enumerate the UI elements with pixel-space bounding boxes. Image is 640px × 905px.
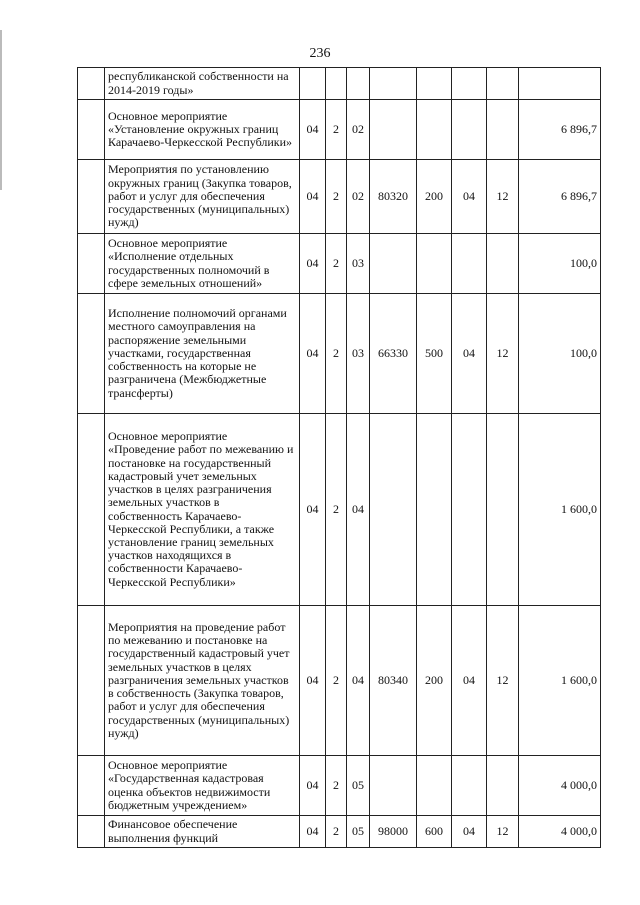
cell-c7 [487, 234, 519, 294]
cell-c4: 80320 [370, 160, 417, 234]
row-name: Исполнение полномочий органами местного самоуправления на распоряжение земельными участками, государственная собственность на которые не разграничена (Межбюджетные трансферты) [105, 294, 300, 414]
cell-c6: 04 [452, 294, 487, 414]
cell-c1: 04 [300, 816, 326, 848]
empty-cell [78, 100, 105, 160]
cell-c2: 2 [326, 756, 347, 816]
cell-c3: 05 [347, 756, 370, 816]
cell-c7 [487, 756, 519, 816]
empty-cell [78, 68, 105, 100]
cell-c7 [487, 100, 519, 160]
cell-c3: 03 [347, 294, 370, 414]
cell-c6 [452, 414, 487, 606]
table-row [78, 68, 601, 100]
empty-cell [78, 234, 105, 294]
cell-c2: 2 [326, 234, 347, 294]
cell-c4: 98000 [370, 816, 417, 848]
cell-c5: 200 [417, 160, 452, 234]
cell-c6: 04 [452, 606, 487, 756]
cell-c1: 04 [300, 100, 326, 160]
cell-c5 [417, 414, 452, 606]
empty-cell [78, 606, 105, 756]
cell-c7 [487, 414, 519, 606]
cell-c6 [452, 756, 487, 816]
table-row [78, 606, 601, 756]
cell-c6 [452, 234, 487, 294]
empty-cell [78, 160, 105, 234]
cell-sum: 1 600,0 [519, 414, 601, 606]
cell-c2: 2 [326, 294, 347, 414]
cell-c4 [370, 100, 417, 160]
cell-c5: 600 [417, 816, 452, 848]
cell-c5 [417, 68, 452, 100]
cell-c4 [370, 234, 417, 294]
cell-c7: 12 [487, 294, 519, 414]
cell-c1: 04 [300, 756, 326, 816]
row-name: Мероприятия по установлению окружных границ (Закупка товаров, работ и услуг для обеспечения государственных (муниципальных) нужд) [105, 160, 300, 234]
cell-c7: 12 [487, 606, 519, 756]
cell-c7: 12 [487, 816, 519, 848]
row-name: Основное мероприятие «Государственная кадастровая оценка объектов недвижимости бюджетным учреждением» [105, 756, 300, 816]
cell-c1: 04 [300, 234, 326, 294]
cell-c2 [326, 68, 347, 100]
cell-c2: 2 [326, 606, 347, 756]
cell-c4 [370, 68, 417, 100]
cell-c3: 02 [347, 160, 370, 234]
cell-c3: 04 [347, 414, 370, 606]
row-name: республиканской собственности на 2014-2019 годы» [105, 68, 300, 100]
cell-c1: 04 [300, 606, 326, 756]
cell-c3: 03 [347, 234, 370, 294]
cell-c6: 04 [452, 816, 487, 848]
cell-c2: 2 [326, 414, 347, 606]
cell-c1: 04 [300, 160, 326, 234]
cell-c1 [300, 68, 326, 100]
table-row [78, 234, 601, 294]
cell-c4: 80340 [370, 606, 417, 756]
row-name: Финансовое обеспечение выполнения функций [105, 816, 300, 848]
cell-c7: 12 [487, 160, 519, 234]
cell-c7 [487, 68, 519, 100]
cell-c1: 04 [300, 414, 326, 606]
empty-cell [78, 414, 105, 606]
row-name: Основное мероприятие «Исполнение отдельных государственных полномочий в сфере земельных отношений» [105, 234, 300, 294]
cell-c4: 66330 [370, 294, 417, 414]
cell-sum: 1 600,0 [519, 606, 601, 756]
cell-sum [519, 68, 601, 100]
table-row [78, 100, 601, 160]
empty-cell [78, 756, 105, 816]
cell-c2: 2 [326, 100, 347, 160]
row-name: Основное мероприятие «Проведение работ по межеванию и постановке на государственный кадастровый учет земельных участков в целях разграничения земельных участков в собственность Карачаево-Черкесской Республики, а также установление границ земельных участков находящихся в собственности Карачаево-Черкесской Республики» [105, 414, 300, 606]
cell-c5 [417, 756, 452, 816]
table-row [78, 294, 601, 414]
cell-c2: 2 [326, 160, 347, 234]
table-row [78, 414, 601, 606]
row-name: Мероприятия на проведение работ по межеванию и постановке на государственный кадастровый учет земельных участков в целях разграничения земельных участков в собственность (Закупка товаров, работ и услуг для обеспечения государственных (муниципальных) нужд) [105, 606, 300, 756]
cell-c5 [417, 100, 452, 160]
cell-sum: 100,0 [519, 294, 601, 414]
cell-c6: 04 [452, 160, 487, 234]
cell-sum: 100,0 [519, 234, 601, 294]
row-name: Основное мероприятие «Установление окружных границ Карачаево-Черкесской Республики» [105, 100, 300, 160]
cell-c3 [347, 68, 370, 100]
cell-c1: 04 [300, 294, 326, 414]
cell-c3: 04 [347, 606, 370, 756]
cell-c6 [452, 68, 487, 100]
cell-sum: 6 896,7 [519, 160, 601, 234]
cell-c4 [370, 756, 417, 816]
cell-c5: 500 [417, 294, 452, 414]
table-row [78, 756, 601, 816]
cell-sum: 4 000,0 [519, 816, 601, 848]
table-row [78, 160, 601, 234]
table-row [78, 816, 601, 848]
page-number: 236 [309, 46, 331, 61]
cell-c5 [417, 234, 452, 294]
cell-c5: 200 [417, 606, 452, 756]
budget-table [77, 67, 601, 848]
cell-c3: 05 [347, 816, 370, 848]
cell-c3: 02 [347, 100, 370, 160]
cell-c2: 2 [326, 816, 347, 848]
empty-cell [78, 816, 105, 848]
cell-sum: 4 000,0 [519, 756, 601, 816]
empty-cell [78, 294, 105, 414]
cell-c6 [452, 100, 487, 160]
cell-sum: 6 896,7 [519, 100, 601, 160]
cell-c4 [370, 414, 417, 606]
